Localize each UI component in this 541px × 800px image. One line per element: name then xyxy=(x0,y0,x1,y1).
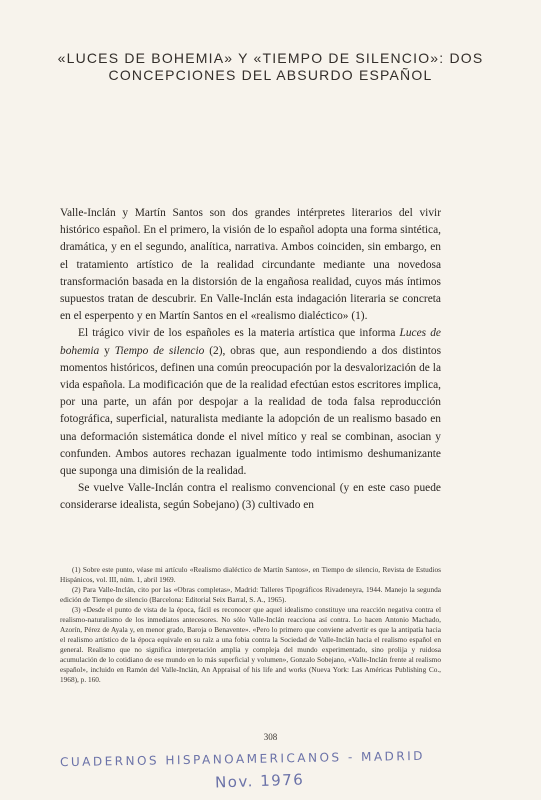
work-title-tiempo: Tiempo de silencio xyxy=(114,344,205,357)
article-title xyxy=(40,50,501,84)
footnote-2: (2) Para Valle-Inclán, cito por las «Obras completas», Madrid: Talleres Tipográficos Rivadeneyra, 1944. Manejo la segunda edición de Tiempo de silencio (Barcelona: Editorial Seix Barral, S. A., 1965). xyxy=(60,585,441,604)
page-number: 308 xyxy=(263,732,278,742)
handwritten-date: Nov. 1976 xyxy=(214,770,305,792)
handwritten-source-note: CUADERNOS HISPANOAMERICANOS - MADRID xyxy=(59,748,426,770)
footnote-3: (3) «Desde el punto de vista de la época, fácil es reconocer que aquel idealismo constituye una reacción negativa contra el realismo-naturalismo de los inmediatos antecesores. No sólo Valle-Inclán reacciona así contra. Lo hacen Antonio Machado, Azorín, Pérez de Ayala y, en menor grado, Baroja o Benavente». «Pero lo primero que conviene advertir es que la antipatía hacia el realismo artístico de la época equivale en su raíz a una fobia contra la Sociedad de Valle-Inclán hacia el realismo español en general. Realismo que no significa interpretación amplia y compleja del mundo experimentado, sino prolija y ruidosa acumulación de lo cotidiano de ese mundo en lo más superficial y volumen», Gonzalo Sobejano, «Valle-Inclán frente al realismo español», incluido en Ramón del Valle-Inclán, An Appraisal of his life and works (Nueva York: Las Américas Publishing Co., 1968), p. 160. xyxy=(60,605,441,684)
title-line-1: «LUCES DE BOHEMIA» Y «TIEMPO DE SILENCIO»: DOS xyxy=(57,50,484,66)
footnote-1: (1) Sobre este punto, véase mi artículo «Realismo dialéctico de Martín Santos», en Tiempo de silencio, Revista de Estudios Hispánicos, vol. III, núm. 1, abril 1969. xyxy=(60,565,441,584)
work-title-luces: Luces de bohemia xyxy=(60,327,441,357)
paragraph-1: Valle-Inclán y Martín Santos son dos grandes intérpretes literarios del vivir histórico español. En el primero, la visión de lo español adopta una forma sintética, dramática, y en el segundo, analítica, narrativa. Ambos coinciden, sin embargo, en el tratamiento artístico de la realidad circundante mediante una novedosa transformación basada en la distorsión de la engañosa realidad, cuyos más íntimos supuestos tratan de descubrir. En Valle-Inclán esta indagación literaria se concreta en el esperpento y en Martín Santos en el «realismo dialéctico» (1). xyxy=(60,207,441,323)
paragraph-2-text-a: El trágico vivir de los españoles es la materia artística que informa xyxy=(78,327,400,340)
title-line-2: CONCEPCIONES DEL ABSURDO ESPAÑOL xyxy=(108,67,433,83)
paragraph-2 xyxy=(60,325,441,480)
paragraph-2-text-b: y xyxy=(99,344,115,357)
article-body xyxy=(60,205,441,515)
footnotes xyxy=(60,565,441,685)
paragraph-3: Se vuelve Valle-Inclán contra el realismo convencional (y en este caso puede considerarse idealista, según Sobejano) (3) cultivado en xyxy=(60,482,441,512)
paragraph-2-text-c: (2), obras que, aun respondiendo a dos distintos momentos históricos, definen una común preocupación por la desvalorización de la vida española. La modificación que de la realidad efectúan estos escritores implica, por una parte, un afán por despojar a la realidad de toda falsa reproducción fotográfica, superficial, naturalista mediante la adopción de un realismo basado en una deformación sistemática donde el nivel mítico y real se combinan, asocian y confunden. Ambos autores rechazan igualmente todo intimismo deshumanizante que suponga una dimisión de la realidad. xyxy=(60,344,442,478)
